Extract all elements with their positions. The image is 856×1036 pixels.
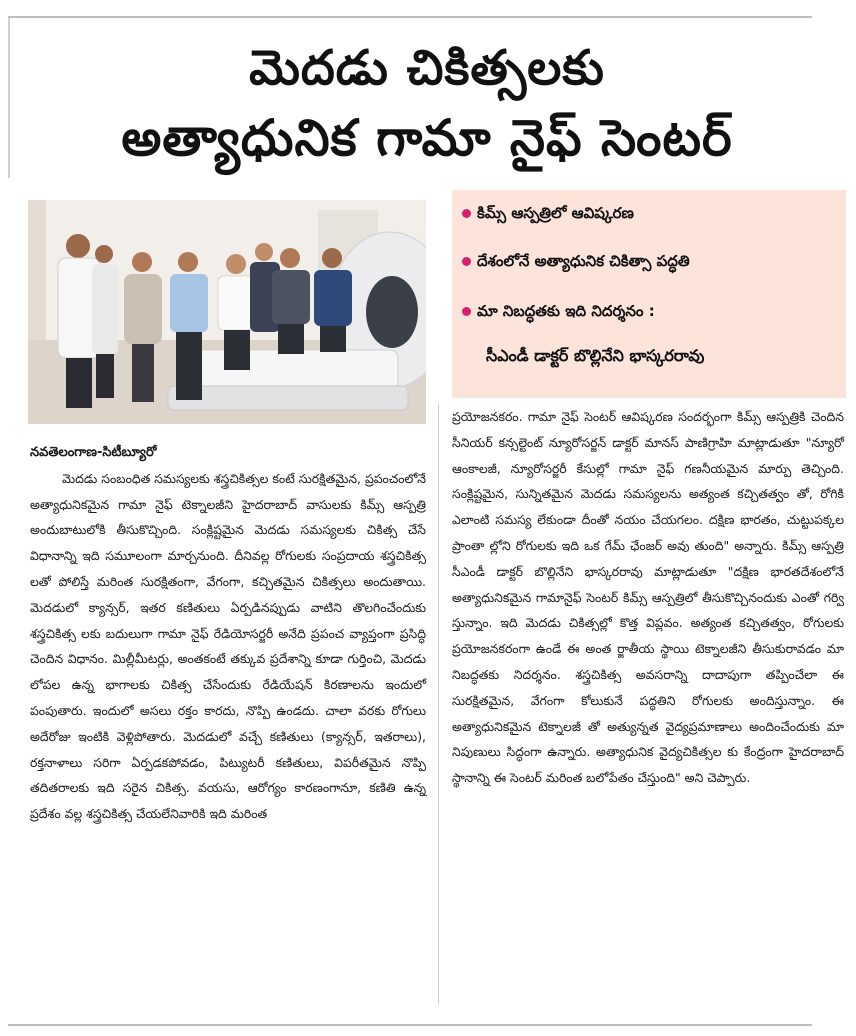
- highlight-item: మా నిబద్ధతకు ఇది నిదర్శనం :: [462, 302, 655, 324]
- bullet-icon: [462, 209, 471, 218]
- article-paragraph: ప్రయోజనకరం. గామా నైఫ్ సెంటర్ ఆవిష్కరణ సందర్భంగా కిమ్స్ ఆస్పత్రికి చెందిన సీనియర్ కన్సల్టెంట్ న్యూరోసర్జన్ డాక్టర్ మానస్ పాణిగ్రాహి మాట్లాడుతూ "న్యూరో ఆంకాలజీ, న్యూరోసర్జరీ కేసుల్లో గామా నైఫ్ గణనీయమైన మార్పు తెచ్చింది. సంక్లిష్టమైన, సున్నితమైన మెదడు సమస్యలను అత్యంత కచ్చితత్వం తో, రోగికి ఎలాంటి సమస్య లేకుండా దీంతో నయం చేయగలం. దక్షిణ భారతం, చుట్టుపక్కల ప్రాంతా ల్లోని రోగులకు ఇది ఒక గేమ్ ఛేంజర్ అవు తుంది" అన్నారు. కిమ్స్ ఆస్పత్రి సీఎండీ డాక్టర్ బొల్లినేని భాస్కరరావు మాట్లాడుతూ "దక్షిణ భారతదేశంలోనే అత్యాధునికమైన గామానైఫ్ సెంటర్ కిమ్స్ ఆస్పత్రిలో తీసుకొచ్చినందుకు ఎంతో గర్వి స్తున్నాం. ఇది మెదడు చికిత్సల్లో కొత్త విప్లవం. అత్యంత కచ్చితత్వం, రోగులకు ప్రయోజనకరంగా ఉండే ఈ అంత ర్జాతీయ స్థాయి టెక్నాలజీని తీసుకురావడం మా నిబద్ధతకు నిదర్శనం. శస్త్రచికిత్స అవసరాన్ని దాదాపుగా తప్పించేలా ఈ సురక్షితమైన, వేగంగా కోలుకునే పద్ధతిని రోగులకు అందిస్తున్నాం. ఈ అత్యాధునికమైన టెక్నాలజీ తో అత్యున్నత వైద్యప్రమాణాలు అందించేందుకు మా నిపుణులు సిద్ధంగా ఉన్నారు. అత్యాధునిక వైద్యచికిత్సల కు కేంద్రంగా హైదరాబాద్ స్థానాన్ని ఈ సెంటర్ మరింత బలోపేతం చేస్తుంది" అని చెప్పారు.: [452, 409, 844, 786]
- bullet-icon: [462, 257, 471, 266]
- dateline: నవతెలంగాణ-సిటీబ్యూరో: [30, 445, 157, 460]
- column-divider: [438, 404, 439, 1004]
- news-photo: [28, 200, 426, 424]
- highlight-item: కిమ్స్ ఆస్పత్రిలో ఆవిష్కరణ: [462, 204, 634, 226]
- highlights-box: [452, 190, 846, 398]
- bottom-rule: [8, 1024, 812, 1026]
- top-rule: [8, 16, 812, 18]
- article-paragraph: మెదడు సంబంధిత సమస్యలకు శస్త్రచికిత్సల కంటే సురక్షితమైన, ప్రపంచంలోనే అత్యాధునికమైన గామా నైఫ్ టెక్నాలజీని హైదరాబాద్ వాసులకు కిమ్స్ ఆస్పత్రి అందుబాటులోకి తీసుకొచ్చింది. సంక్లిష్టమైన మెదడు సమస్యలకు చికిత్స చేసే విధానాన్ని ఇది సమూలంగా మార్చనుంది. దీనివల్ల రోగులకు సంప్రదాయ శస్త్రచికిత్స లతో పోలిస్తే మరింత సురక్షితంగా, వేగంగా, కచ్చితమైన చికిత్సలు అందుతాయి. మెదడులో క్యాన్సర్, ఇతర కణితులు ఏర్పడినప్పుడు వాటిని తొలగించేందుకు శస్త్రచికిత్స లకు బదులుగా గామా నైఫ్ రేడియోసర్జరీ అనేది ప్రపంచ వ్యాప్తంగా ప్రసిద్ధి చెందిన విధానం. మిల్లీమీటర్లు, అంతకంటే తక్కువ ప్రదేశాన్ని కూడా గుర్తించి, మెదడు లోపల ఉన్న భాగాలకు చికిత్స చేసేందుకు రేడియేషన్ కిరణాలను ఇందులో పంపుతారు. ఇందులో అసలు రక్తం కారదు, నొప్పి ఉండదు. చాలా వరకు రోగులు అదేరోజు ఇంటికి వెళ్లిపోతారు. మెదడులో వచ్చే కణితులు (క్యాన్సర్, ఇతరాలు), రక్తనాళాలు సరిగా ఏర్పడకపోవడం, పిట్యుటరీ కణితులు, విపరీతమైన నొప్పి తదితరాలకు ఇది సరైన చికిత్స. వయసు, ఆరోగ్యం కారణంగానూ, కణితి ఉన్న ప్రదేశం వల్ల శస్త్రచికిత్స చేయలేనివారికి ఇది మరింత: [30, 470, 426, 822]
- article-column-right: [452, 404, 844, 791]
- bullet-icon: [462, 307, 471, 316]
- headline-line-1: మెదడు చికిత్సలకు: [249, 40, 605, 96]
- group-photo-icon: [28, 200, 426, 424]
- highlight-quote-attribution: సీఎండీ డాక్టర్ బొల్లినేని భాస్కరరావు: [486, 346, 705, 365]
- highlight-item: దేశంలోనే అత్యాధునిక చికిత్సా పద్ధతి: [462, 252, 690, 274]
- article-column-left: [30, 440, 426, 827]
- headline-line-2: అత్యాధునిక గామా నైఫ్ సెంటర్: [121, 109, 733, 167]
- left-rule: [8, 18, 10, 178]
